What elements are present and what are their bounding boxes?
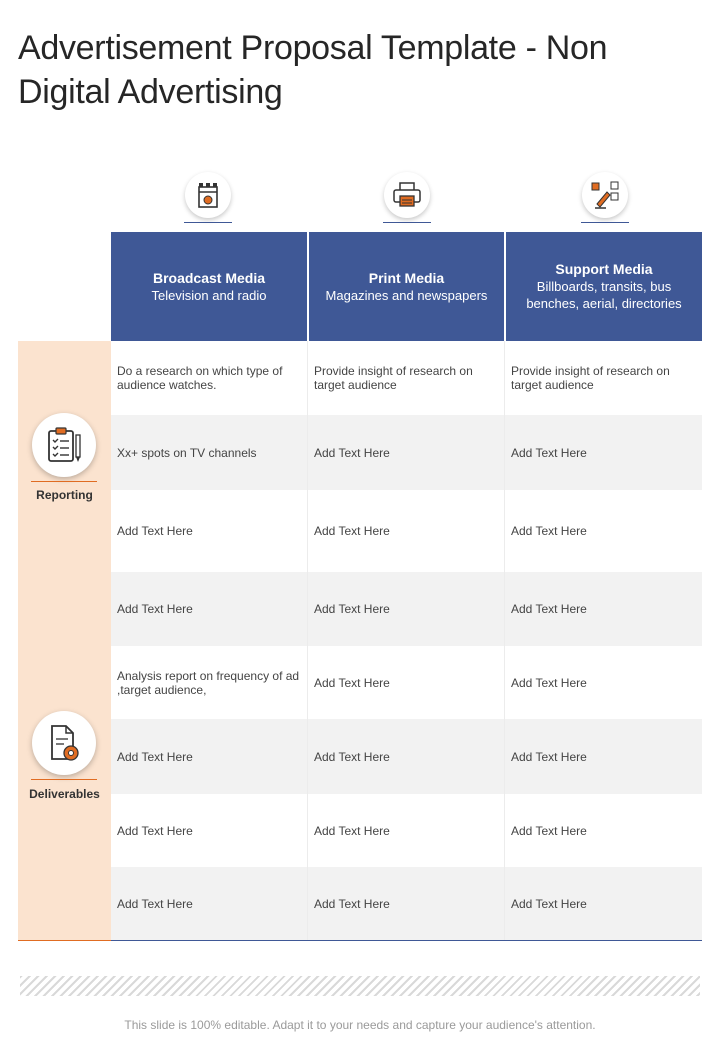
table-row — [111, 415, 702, 490]
column-subtitle: Billboards, transits, bus benches, aerial, directories — [526, 279, 682, 311]
table-cell: Add Text Here — [111, 867, 308, 940]
footer-note: This slide is 100% editable. Adapt it to your needs and capture your audience's attention. — [124, 1018, 596, 1032]
header-support-media — [506, 232, 702, 341]
column-subtitle: Television and radio — [151, 287, 267, 303]
icon-underline — [581, 222, 629, 223]
category-label: Deliverables — [29, 787, 100, 801]
header-print-media — [309, 232, 504, 341]
document-gear-icon — [32, 711, 96, 775]
table-cell: Add Text Here — [308, 867, 505, 940]
page-title: Advertisement Proposal Template - Non Digital Advertising — [18, 29, 608, 111]
column-subtitle: Magazines and newspapers — [325, 287, 488, 303]
column-title: Print Media — [368, 269, 445, 286]
icon-underline — [383, 222, 431, 223]
table-row — [111, 341, 702, 415]
table-cell: Add Text Here — [308, 572, 505, 646]
table-cell: Add Text Here — [308, 794, 505, 867]
category-underline — [31, 779, 97, 780]
table-cell: Analysis report on frequency of ad ,target audience, — [111, 646, 308, 719]
table-row — [111, 794, 702, 867]
broadcast-tower-icon — [185, 172, 231, 218]
table-row — [111, 867, 702, 940]
table-cell: Add Text Here — [111, 719, 308, 794]
icon-underline — [184, 222, 232, 223]
table-bottom-border — [111, 940, 702, 941]
clipboard-checklist-icon — [32, 413, 96, 477]
table-cell: Add Text Here — [111, 572, 308, 646]
header-broadcast-media — [111, 232, 307, 341]
table-cell: Provide insight of research on target audience — [308, 341, 505, 415]
column-title: Broadcast Media — [152, 269, 266, 286]
media-marketing-icon — [582, 172, 628, 218]
decorative-stripe — [20, 976, 700, 996]
table-cell: Add Text Here — [511, 602, 587, 616]
table-cell: Add Text Here — [308, 719, 505, 794]
table-cell: Add Text Here — [511, 675, 587, 690]
table-row — [111, 572, 702, 646]
table-cell: Add Text Here — [511, 896, 587, 911]
table-cell: Add Text Here — [308, 646, 505, 719]
table-cell: Add Text Here — [511, 749, 587, 764]
table-cell: Add Text Here — [511, 445, 587, 460]
table-cell: Add Text Here — [511, 524, 587, 538]
column-title: Support Media — [555, 261, 653, 277]
table-cell: Provide insight of research on target audience — [511, 364, 670, 392]
table-row — [111, 646, 702, 719]
table-row — [111, 719, 702, 794]
table-cell: Add Text Here — [111, 490, 308, 572]
table-cell: Add Text Here — [111, 794, 308, 867]
category-deliverables — [18, 646, 111, 940]
category-reporting — [18, 341, 111, 646]
printer-icon — [384, 172, 430, 218]
table-cell: Xx+ spots on TV channels — [111, 415, 308, 490]
table-cell: Add Text Here — [308, 415, 505, 490]
table-cell: Do a research on which type of audience watches. — [111, 341, 308, 415]
category-label: Reporting — [36, 488, 93, 502]
table-row — [111, 490, 702, 572]
table-cell: Add Text Here — [511, 823, 587, 838]
category-underline — [31, 481, 97, 482]
table-cell: Add Text Here — [308, 490, 505, 572]
